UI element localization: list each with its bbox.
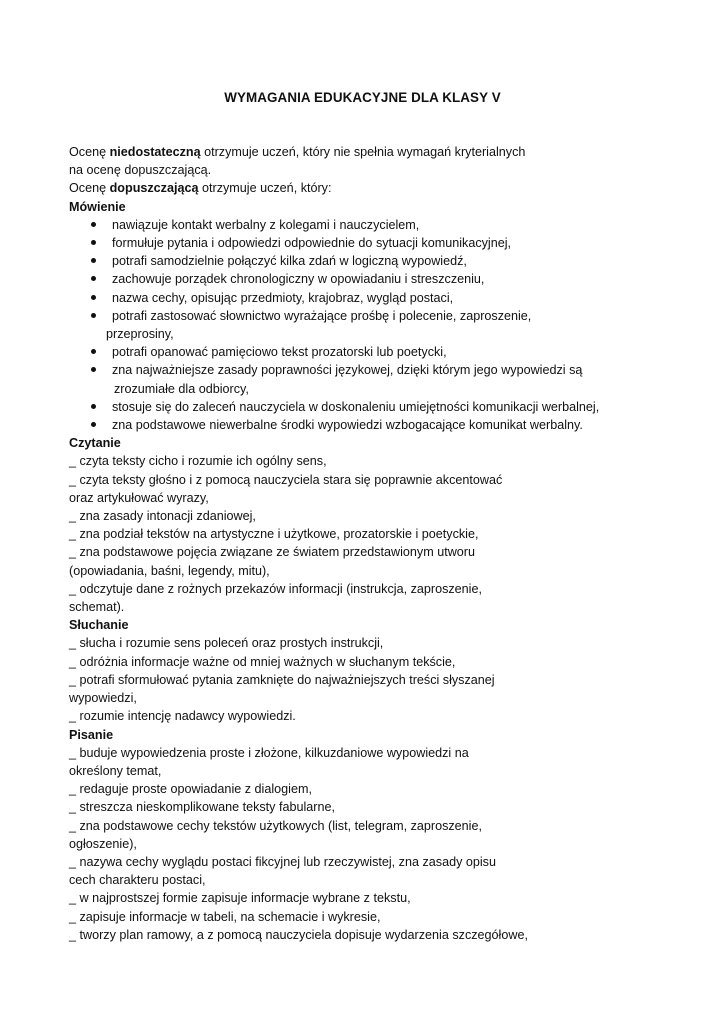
list-item: zna podstawowe niewerbalne środki wypowiedzi wzbogacające komunikat werbalny. xyxy=(112,416,659,434)
list-item: potrafi samodzielnie połączyć kilka zdań w logiczną wypowiedź, xyxy=(112,252,659,270)
text-line: schemat). xyxy=(69,600,125,615)
intro-line-1: Ocenę niedostateczną otrzymuje uczeń, który nie spełnia wymagań kryterialnych xyxy=(69,145,526,159)
text-line: _ zna zasady intonacji zdaniowej, xyxy=(69,509,256,524)
list-item: nawiązuje kontakt werbalny z kolegami i nauczycielem, xyxy=(112,216,659,234)
text-line: cech charakteru postaci, xyxy=(69,873,206,888)
grade-niedostateczna: niedostateczną xyxy=(109,145,201,159)
section-heading-czytanie: Czytanie xyxy=(69,436,121,451)
list-item: stosuje się do zaleceń nauczyciela w doskonaleniu umiejętności komunikacji werbalnej, xyxy=(112,398,659,416)
text-line: _ czyta teksty cicho i rozumie ich ogólny sens, xyxy=(69,454,327,469)
text-line: _ tworzy plan ramowy, a z pomocą nauczyciela dopisuje wydarzenia szczegółowe, xyxy=(69,927,528,942)
text-line: _ odróżnia informacje ważne od mniej ważnych w słuchanym tekście, xyxy=(69,654,456,669)
list-item: zna najważniejsze zasady poprawności językowej, dzięki którym jego wypowiedzi są zrozumiałe dla odbiorcy, xyxy=(112,361,655,397)
text-line: _ zna podstawowe cechy tekstów użytkowych (list, telegram, zaproszenie, xyxy=(69,818,482,833)
list-item: potrafi opanować pamięciowo tekst prozatorski lub poetycki, xyxy=(112,343,659,361)
text-line: wypowiedzi, xyxy=(69,691,137,706)
text-line: _ słucha i rozumie sens poleceń oraz prostych instrukcji, xyxy=(69,636,384,651)
list-item: nazwa cechy, opisując przedmioty, krajobraz, wygląd postaci, xyxy=(112,289,659,307)
list-item: zachowuje porządek chronologiczny w opowiadaniu i streszczeniu, xyxy=(112,270,659,288)
list-item: formułuje pytania i odpowiedzi odpowiednie do sytuacji komunikacyjnej, xyxy=(112,234,659,252)
document-title: WYMAGANIA EDUKACYJNE DLA KLASY V xyxy=(224,90,501,105)
text-line: _ odczytuje dane z rożnych przekazów informacji (instrukcja, zaproszenie, xyxy=(69,581,482,596)
intro-line-3: Ocenę dopuszczającą otrzymuje uczeń, który: xyxy=(69,181,332,196)
section-heading-pisanie: Pisanie xyxy=(69,727,114,742)
document-body xyxy=(69,143,659,944)
text-line: _ nazywa cechy wyglądu postaci fikcyjnej lub rzeczywistej, zna zasady opisu xyxy=(69,854,496,869)
mowienie-list xyxy=(69,216,659,434)
text-line: _ redaguje proste opowiadanie z dialogiem, xyxy=(69,782,312,797)
text-line: ogłoszenie), xyxy=(69,836,137,851)
text-line: _ potrafi sformułować pytania zamknięte do najważniejszych treści słyszanej xyxy=(69,672,495,687)
section-heading-mowienie: Mówienie xyxy=(69,199,126,214)
intro-line-2: na ocenę dopuszczającą. xyxy=(69,163,212,178)
text-line: _ czyta teksty głośno i z pomocą nauczyciela stara się poprawnie akcentować xyxy=(69,472,503,487)
text-line: (opowiadania, baśni, legendy, mitu), xyxy=(69,563,270,578)
text-line: _ zna podział tekstów na artystyczne i użytkowe, prozatorskie i poetyckie, xyxy=(69,527,479,542)
section-heading-sluchanie: Słuchanie xyxy=(69,618,129,633)
text-line: określony temat, xyxy=(69,763,162,778)
text-line: _ zna podstawowe pojęcia związane ze światem przedstawionym utworu xyxy=(69,545,476,560)
text-line: _ rozumie intencję nadawcy wypowiedzi. xyxy=(69,709,296,724)
text-line: _ streszcza nieskomplikowane teksty fabularne, xyxy=(69,800,335,815)
text-line: _ buduje wypowiedzenia proste i złożone, kilkuzdaniowe wypowiedzi na xyxy=(69,745,469,760)
text-line: _ zapisuje informacje w tabeli, na schemacie i wykresie, xyxy=(69,909,381,924)
text-line: oraz artykułować wyrazy, xyxy=(69,490,209,505)
grade-dopuszczajaca: dopuszczającą xyxy=(109,181,199,196)
list-item: potrafi zastosować słownictwo wyrażające prośbę i polecenie, zaproszenie, przeprosiny, xyxy=(112,307,659,343)
text-line: _ w najprostszej formie zapisuje informacje wybrane z tekstu, xyxy=(69,891,411,906)
